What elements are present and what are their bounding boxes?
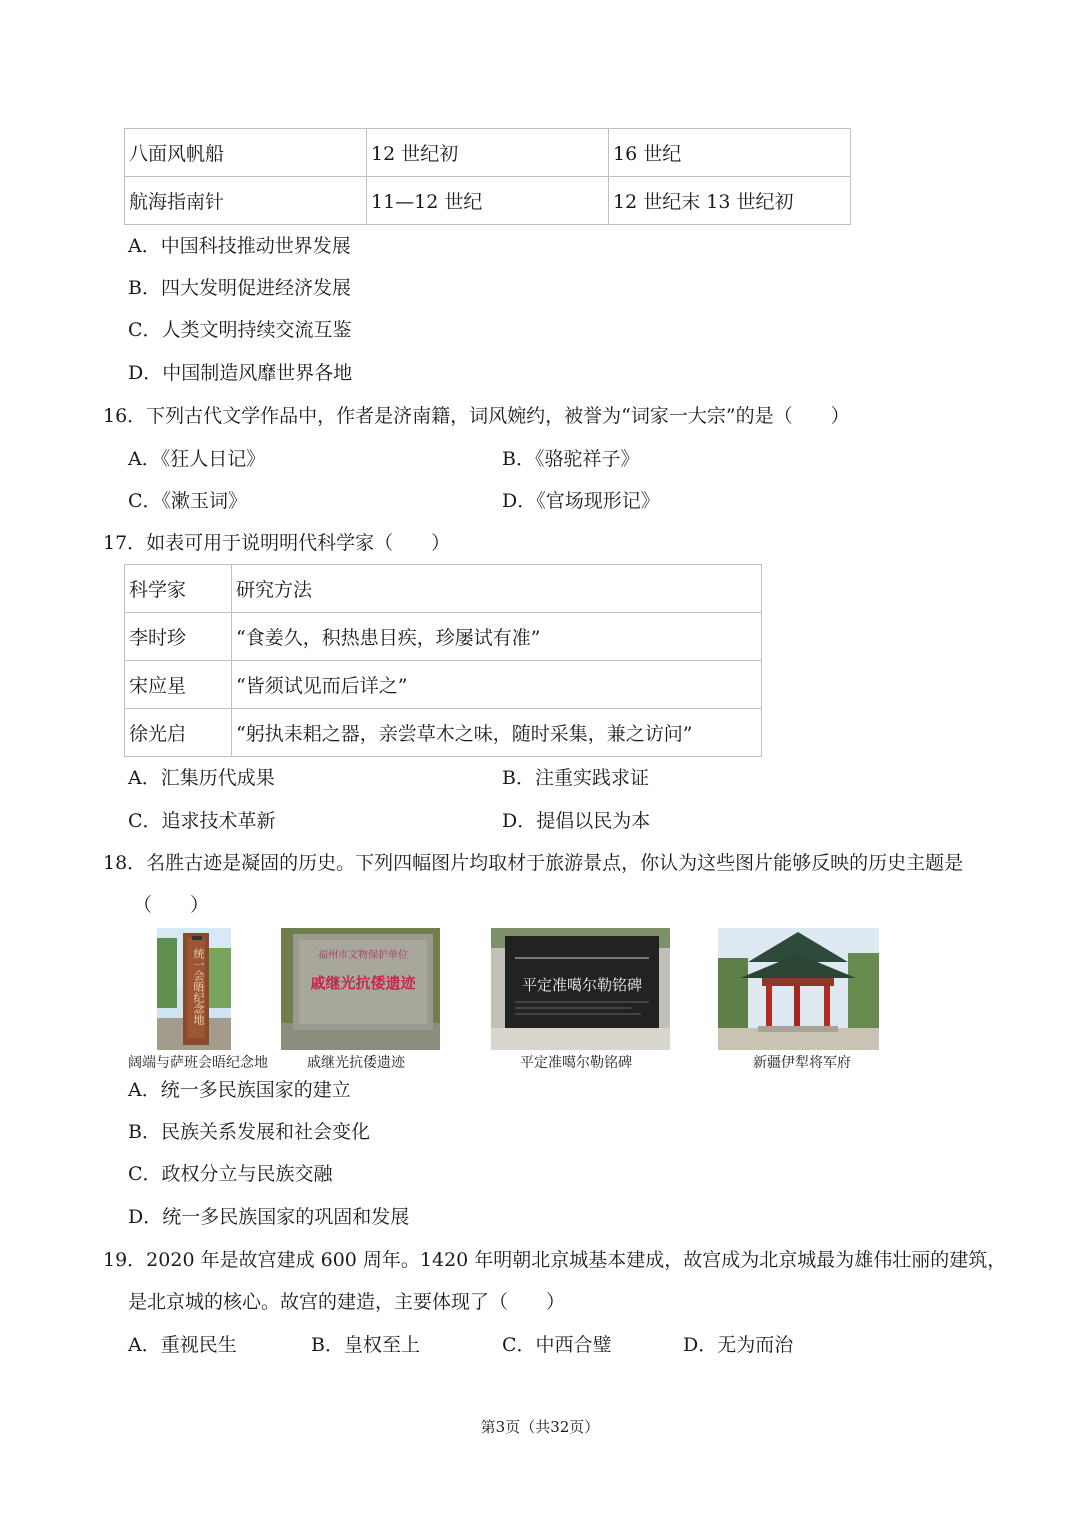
- scientist-table: [124, 564, 762, 757]
- table-row: [125, 661, 762, 709]
- table-row: [125, 565, 762, 613]
- q17-option-b[interactable]: B．注重实践求证: [502, 767, 649, 789]
- q17-option-d[interactable]: D．提倡以民为本: [502, 810, 651, 832]
- q15-option-d[interactable]: D．中国制造风靡世界各地: [128, 362, 353, 384]
- table-row: [125, 613, 762, 661]
- q18-option-d[interactable]: D．统一多民族国家的巩固和发展: [128, 1206, 410, 1228]
- stele-main-text: 平定准噶尔勒铭碑: [521, 976, 642, 994]
- q17-option-c[interactable]: C．追求技术革新: [128, 810, 276, 832]
- q17-stem: 17．如表可用于说明明代科学家（ ）: [103, 532, 451, 554]
- invention-table: [124, 128, 851, 225]
- monument-sign-text: 统一会晤纪念地: [192, 948, 205, 1025]
- image-caption-2: 戚继光抗倭遗迹: [307, 1055, 405, 1071]
- q19-option-c[interactable]: C．中西合璧: [502, 1334, 612, 1356]
- table-cell: 徐光启: [125, 709, 232, 757]
- table-cell: 航海指南针: [125, 177, 367, 225]
- stone-tablet-photo: [281, 928, 440, 1050]
- q18-stem: 18．名胜古迹是凝固的历史。下列四幅图片均取材于旅游景点，你认为这些图片能够反映的历史主题是: [103, 852, 964, 874]
- q15-option-b[interactable]: B．四大发明促进经济发展: [128, 277, 351, 299]
- image-caption-4: 新疆伊犁将军府: [753, 1055, 851, 1071]
- table-cell: 12 世纪末 13 世纪初: [609, 177, 851, 225]
- table-cell: 李时珍: [125, 613, 232, 661]
- table-header-cell: 科学家: [125, 565, 232, 613]
- q19-option-d[interactable]: D．无为而治: [683, 1334, 794, 1356]
- q19-stem-line2: 是北京城的核心。故宫的建造，主要体现了（ ）: [128, 1291, 566, 1313]
- image-caption-1: 阔端与萨班会晤纪念地: [128, 1055, 268, 1071]
- q19-option-b[interactable]: B．皇权至上: [311, 1334, 420, 1356]
- q15-option-a[interactable]: A．中国科技推动世界发展: [128, 235, 351, 257]
- table-cell: 16 世纪: [609, 129, 851, 177]
- table-row: [125, 177, 851, 225]
- q16-option-d[interactable]: D．《官场现形记》: [502, 490, 660, 512]
- table-cell: 12 世纪初: [367, 129, 609, 177]
- q16-option-c[interactable]: C．《漱玉词》: [128, 490, 248, 512]
- tablet-top-text: 福州市文物保护单位: [318, 950, 408, 961]
- q15-option-c[interactable]: C．人类文明持续交流互鉴: [128, 319, 352, 341]
- table-cell: “食姜久，积热患目疾，珍屡试有准”: [232, 613, 762, 661]
- q16-option-a[interactable]: A．《狂人日记》: [128, 448, 266, 470]
- table-row: [125, 709, 762, 757]
- q16-option-b[interactable]: B．《骆驼祥子》: [502, 448, 640, 470]
- table-cell: 八面风帆船: [125, 129, 367, 177]
- table-cell: 11—12 世纪: [367, 177, 609, 225]
- page-footer: 第3页（共32页）: [480, 1418, 600, 1436]
- image-caption-3: 平定准噶尔勒铭碑: [520, 1055, 632, 1071]
- tablet-main-text: 戚继光抗倭遗迹: [310, 974, 416, 992]
- pavilion-illustration: [718, 928, 879, 1050]
- table-cell: 宋应星: [125, 661, 232, 709]
- q19-option-a[interactable]: A．重视民生: [128, 1334, 237, 1356]
- table-cell: “皆须试见而后详之”: [232, 661, 762, 709]
- table-header-cell: 研究方法: [232, 565, 762, 613]
- pavilion-photo: [718, 928, 879, 1050]
- stele-photo: [491, 928, 670, 1050]
- q18-option-a[interactable]: A．统一多民族国家的建立: [128, 1079, 351, 1101]
- monument-photo: [157, 928, 231, 1050]
- table-cell: “躬执耒耜之器，亲尝草木之味，随时采集，兼之访问”: [232, 709, 762, 757]
- q18-option-c[interactable]: C．政权分立与民族交融: [128, 1163, 333, 1185]
- q18-option-b[interactable]: B．民族关系发展和社会变化: [128, 1121, 370, 1143]
- q19-stem: 19．2020 年是故宫建成 600 周年。1420 年明朝北京城基本建成，故宫成为北京城最为雄伟壮丽的建筑，: [103, 1249, 1007, 1271]
- q16-stem: 16．下列古代文学作品中，作者是济南籍，词风婉约，被誉为“词家一大宗”的是（ ）: [103, 405, 850, 427]
- q17-option-a[interactable]: A．汇集历代成果: [128, 767, 275, 789]
- q18-stem-bracket: （ ）: [133, 894, 210, 916]
- table-row: [125, 129, 851, 177]
